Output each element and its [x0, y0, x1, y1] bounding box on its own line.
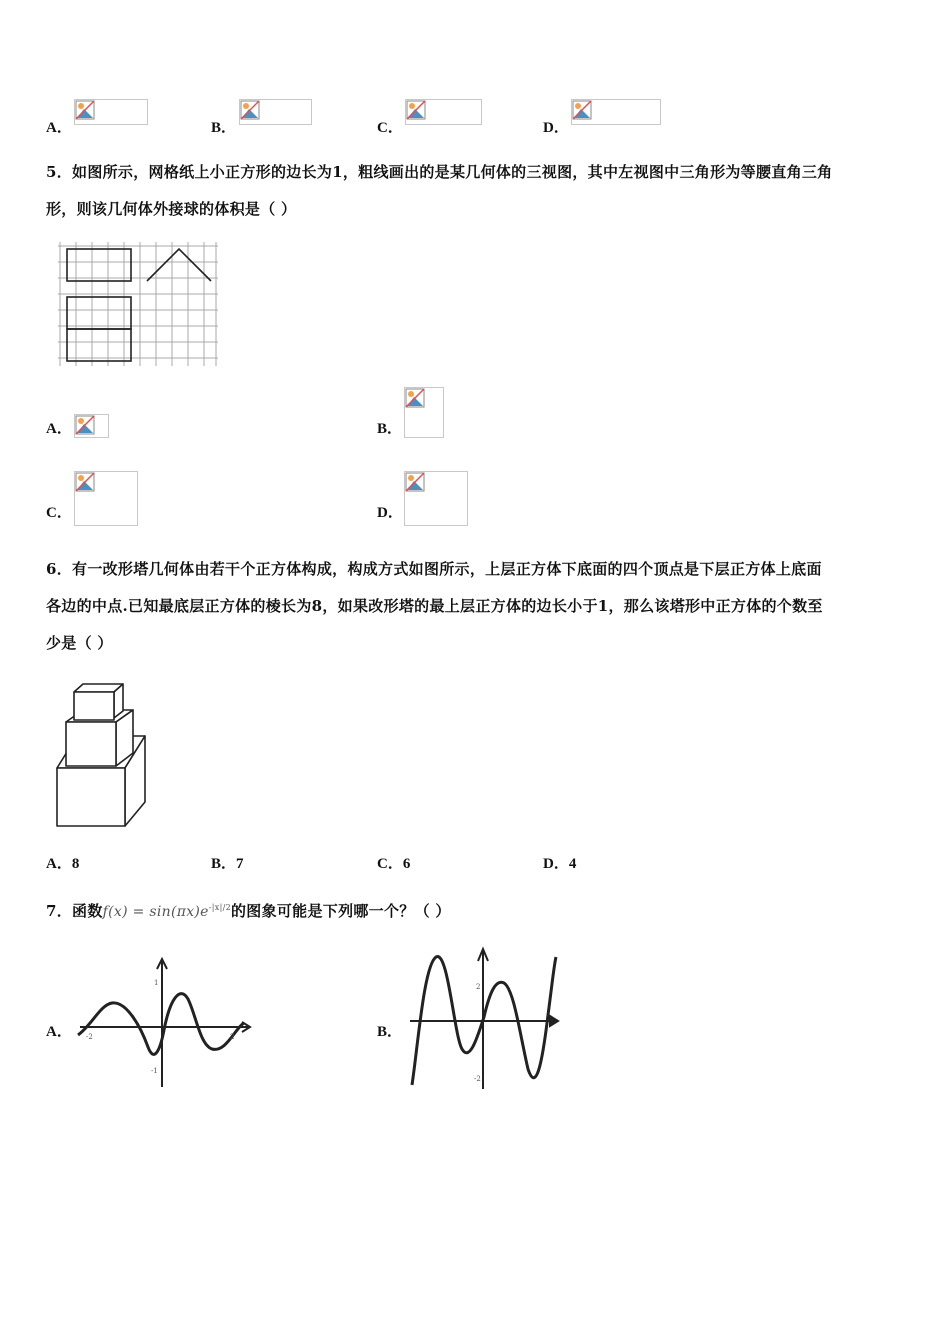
q4-option-b-image	[239, 99, 312, 125]
q6-line-2: 各边的中点.已知最底层正方体的棱长为8，如果改形塔的最上层正方体的边长小于1，那么该塔形中正方体的个数至	[46, 597, 823, 615]
q5-option-b-image	[404, 387, 444, 438]
q7-exponent: -|x|/2	[208, 903, 231, 912]
q7-graph-b-tick-ym2: -2	[474, 1075, 481, 1083]
q7-graph-b	[404, 945, 566, 1093]
q6-line-3: 少是（ ）	[46, 634, 113, 652]
q7-graph-a-tick-y1: 1	[154, 979, 159, 987]
q5-option-b-label: B．	[377, 421, 403, 437]
q7-formula: f(x) = sin(πx)e	[102, 904, 209, 920]
q7-option-b-label: B．	[377, 1024, 403, 1040]
q4-option-a-image	[74, 99, 148, 125]
q7-graph-a-tick-x2: 2	[230, 1033, 235, 1041]
q4-option-a-label: A．	[46, 120, 72, 136]
q6-option-c: C．6	[377, 856, 411, 872]
q7-graph-a-tick-ym1: -1	[151, 1067, 158, 1075]
q4-option-d-label: D．	[543, 120, 569, 136]
q6-option-a: A．8	[46, 856, 80, 872]
q4-option-d-image	[571, 99, 661, 125]
q4-option-b-label: B．	[211, 120, 237, 136]
three-view-grid-figure	[58, 240, 220, 370]
q7-option-a-label: A．	[46, 1024, 72, 1040]
cube-tower-figure	[52, 680, 152, 832]
q5-option-d-image	[404, 471, 468, 526]
q7-stem	[46, 890, 451, 930]
q6-line-1: 6．有一改形塔几何体由若干个正方体构成，构成方式如图所示，上层正方体下底面的四个顶点是下层正方体上底面	[46, 560, 822, 578]
q7-graph-b-tick-y2: 2	[476, 983, 481, 991]
q5-option-a-label: A．	[46, 421, 72, 437]
q5-option-d-label: D．	[377, 505, 403, 521]
q5-line-2: 形，则该几何体外接球的体积是（ ）	[46, 200, 297, 218]
q5-option-c-label: C．	[46, 505, 72, 521]
broken-image-icon	[406, 100, 426, 120]
q6-option-d: D．4	[543, 856, 577, 872]
broken-image-icon	[75, 472, 95, 492]
q5-line-1: 5．如图所示，网格纸上小正方形的边长为1，粗线画出的是某几何体的三视图，其中左视图中三角形为等腰直角三角	[46, 163, 833, 181]
q7-prefix: 7．函数	[46, 902, 103, 920]
q4-option-c-label: C．	[377, 120, 403, 136]
q7-graph-a-tick-xm2: -2	[86, 1033, 93, 1041]
q5-option-a-image	[74, 414, 109, 438]
broken-image-icon	[75, 100, 95, 120]
q7-graph-a	[72, 955, 254, 1093]
broken-image-icon	[405, 472, 425, 492]
q7-suffix: 的图象可能是下列哪一个？（ ）	[230, 902, 451, 920]
broken-image-icon	[75, 415, 95, 435]
q4-option-c-image	[405, 99, 482, 125]
q5-option-c-image	[74, 471, 138, 526]
broken-image-icon	[572, 100, 592, 120]
q6-option-b: B．7	[211, 856, 244, 872]
broken-image-icon	[240, 100, 260, 120]
broken-image-icon	[405, 388, 425, 408]
